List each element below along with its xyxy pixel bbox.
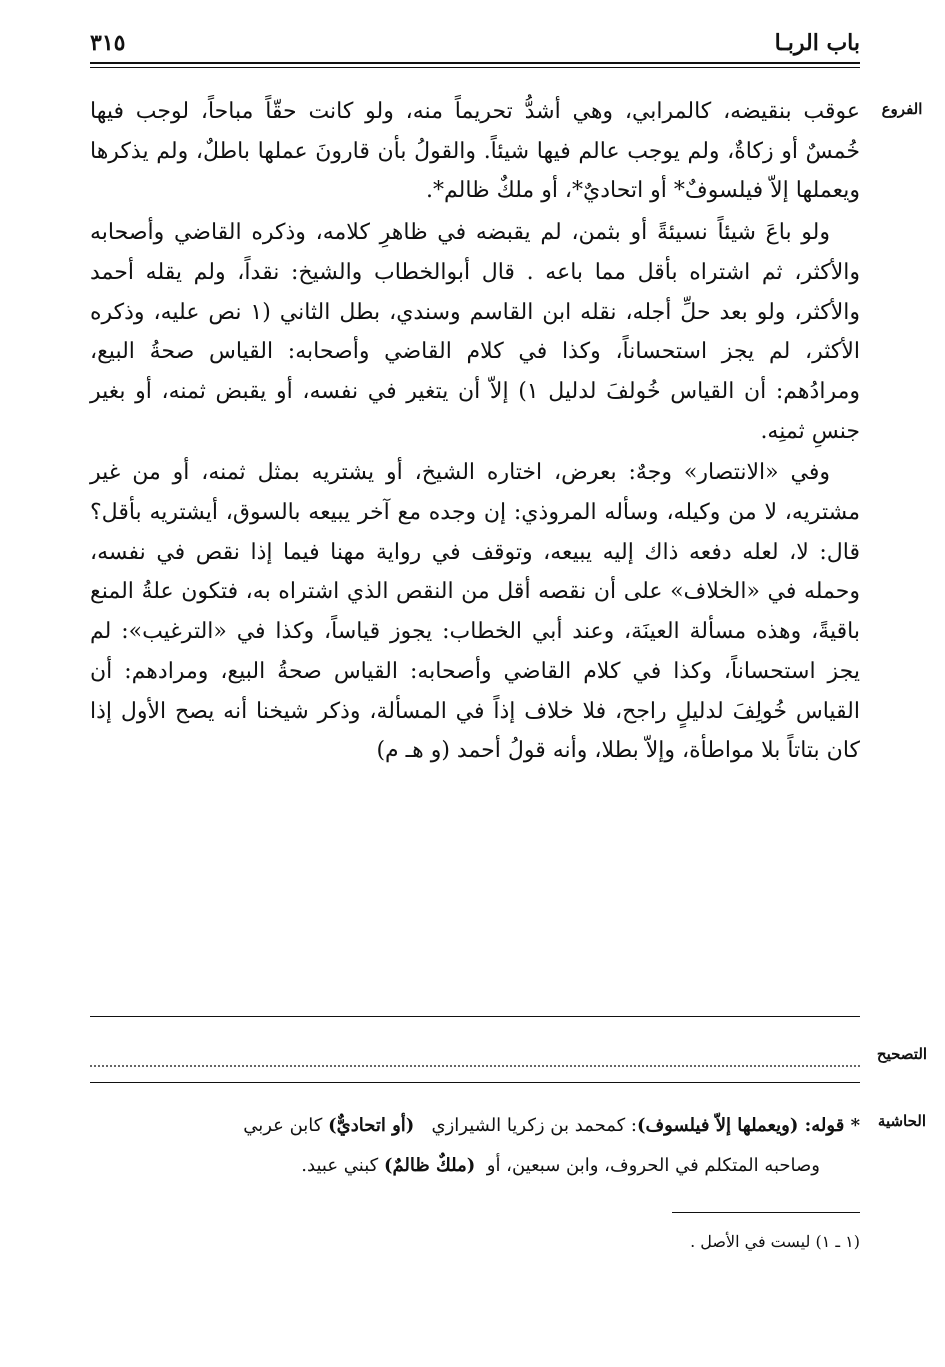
header-rule bbox=[90, 62, 860, 64]
hashiya-text: كابن عربي bbox=[243, 1115, 329, 1136]
paragraph: وفي «الانتصار» وجهٌ: بعرض، اختاره الشيخ، أو يشتريه بمثل ثمنه، أو من غير مشتريه، لا من وكيله، وسأله المروذي: إن وجده مع آخر يبيعه بالسوق، أيشتريه بأقل؟ قال: لا، لعله دفعه ذاك إليه يبيعه، وتوقف في رواية مهنا فيما إذا نقص في نفسه، وحمله في «الخلاف» على أن نقصه أقل من النقص الذي اشتراه به، فتكون علةُ المنع باقيةً، وهذه مسألة العينَة، وعند أبي الخطاب: يجوز قياساً، وكذا في «الترغيب»: لم يجز استحساناً، وكذا في كلام القاضي وأصحابه: القياس صحةُ البيع، ومرادهم: أن القياس خُولِفَ لدليلٍ راجح، فلا خلاف إذاً في المسألة، وذكر شيخنا أنه يصح الأول إذا كان بتاتاً بلا مواطأة، وإلاّ بطلا، وأنه قولُ أحمد (و هـ م) bbox=[90, 460, 860, 764]
hashiya-term: * قوله: (ويعملها إلاّ فيلسوف) bbox=[636, 1115, 860, 1136]
page-number: ٣١٥ bbox=[90, 30, 126, 56]
margin-label-furu: الفروع bbox=[881, 100, 923, 118]
hashiya-text: كبني عبيد. bbox=[301, 1155, 384, 1176]
section-divider bbox=[90, 1016, 860, 1017]
hashiya-text: : كمحمد بن زكريا الشيرازي bbox=[431, 1115, 637, 1136]
main-text bbox=[90, 92, 860, 771]
hashiya-notes bbox=[120, 1106, 860, 1186]
hashiya-term: (أو اتحاديٌّ) bbox=[328, 1115, 415, 1136]
margin-label-tashih: التصحيح bbox=[876, 1045, 928, 1063]
paragraph: ولو باعَ شيئاً نسيئةً أو بثمن، لم يقبضه في ظاهرِ كلامه، وذكره القاضي وأصحابه والأكثر، ثم اشتراه بأقل مما باعه . قال أبوالخطاب والشيخ: نقداً، ولم يقله أحمد والأكثر، ولو بعد حلِّ أجله، نقله ابن القاسم وسندي، بطل الثاني (١ نص عليه، وذكره الأكثر، لم يجز استحساناً، وكذا في كلام القاضي وأصحابه: القياس صحةُ البيع، ومرادُهم: أن القياس خُولفَ لدليل ١) إلاّ أن يتغير في نفسه، أو يقبض ثمنه، أو بغير جنسِ ثمنِه. bbox=[90, 220, 860, 444]
tashih-dotted-line bbox=[90, 1045, 860, 1067]
hashiya-line bbox=[120, 1106, 860, 1146]
hashiya-term: (ملكٌ ظالمٌ) bbox=[383, 1155, 476, 1176]
header-rule-thin bbox=[90, 67, 860, 68]
page-header bbox=[90, 28, 860, 62]
paragraph: عوقب بنقيضه، كالمرابي، وهي أشدُّ تحريماً منه، ولو كانت حقّاً مباحاً، لوجب فيها خُمسٌ أو زكاةٌ، ولم يوجب عالم فيها شيئاً. والقولُ بأن قارونَ عملها باطلٌ، ولم يذكرها ويعملها إلاّ فيلسوفٌ* أو اتحاديٌ*، أو ملكٌ ظالم*. bbox=[90, 99, 860, 204]
margin-label-hashiya: الحاشية bbox=[877, 1112, 927, 1130]
chapter-title: باب الربـا bbox=[774, 30, 860, 56]
hashiya-line bbox=[120, 1146, 860, 1186]
footnote-rule bbox=[672, 1212, 860, 1213]
hashiya-text: وصاحبه المتكلم في الحروف، وابن سبعين، أو bbox=[486, 1155, 820, 1176]
footnote: (١ ـ ١) ليست في الأصل . bbox=[690, 1232, 860, 1251]
section-divider bbox=[90, 1082, 860, 1083]
